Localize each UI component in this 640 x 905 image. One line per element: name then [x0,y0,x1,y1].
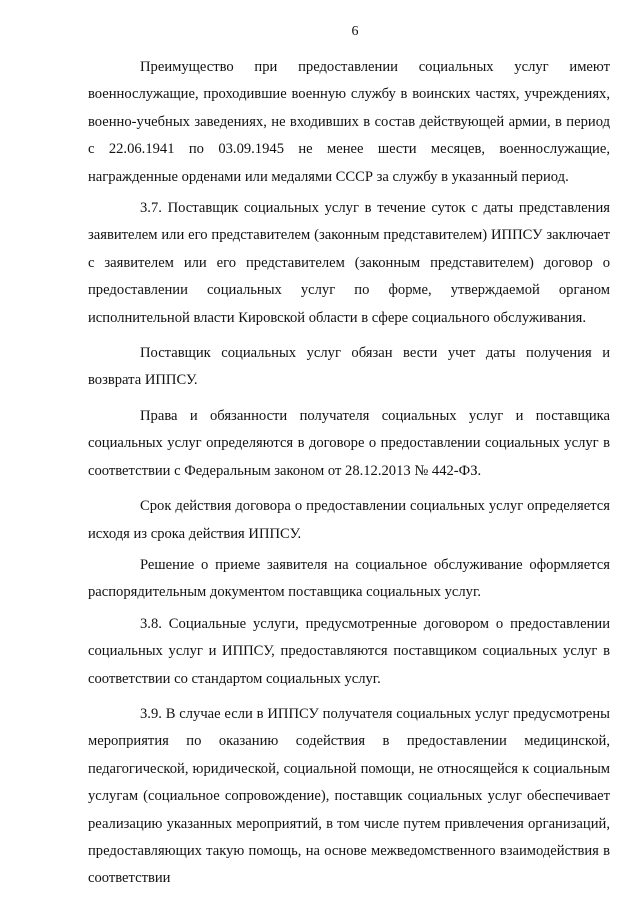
paragraph-3-9: 3.9. В случае если в ИППСУ получателя социальных услуг предусмотрены мероприятия по оказанию содействия в предоставлении медицинской, педагогической, юридической, социальной помощи, не относящейся к социальным услугам (социальное сопровождение), поставщик социальных услуг обеспечивает реализацию указанных мероприятий, в том числе путем привлечения организаций, предоставляющих такую помощь, на основе межведомственного взаимодействия в соответствии [88,705,610,887]
paragraph-accounting: Поставщик социальных услуг обязан вести учет даты получения и возврата ИППСУ. [88,345,610,389]
paragraph-3-7: 3.7. Поставщик социальных услуг в течение суток с даты представления заявителем или его представителем (законным представителем) ИППСУ заключает с заявителем или его представителем (законным представителем) договор о предоставлении социальных услуг по форме, утверждаемой органом исполнительной власти Кировской области в сфере социального обслуживания. [88,200,610,326]
paragraph-term: Срок действия договора о предоставлении социальных услуг определяется исходя из срока действия ИППСУ. [88,498,610,542]
paragraph-rights: Права и обязанности получателя социальных услуг и поставщика социальных услуг определяются в договоре о предоставлении социальных услуг в соответствии с Федеральным законом от 28.12.2013 № 442-ФЗ. [88,407,610,479]
paragraph-decision: Решение о приеме заявителя на социальное обслуживание оформляется распорядительным документом поставщика социальных услуг. [88,556,610,601]
paragraph-preference: Преимущество при предоставлении социальных услуг имеют военнослужащие, проходившие военную службу в воинских частях, учреждениях, военно-учебных заведениях, не входивших в состав действующей армии, в период с 22.06.1941 по 03.09.1945 не менее шести месяцев, военнослужащие, награжденные орденами или медалями СССР за службу в указанный период. [88,59,610,185]
document-body [88,54,610,893]
paragraph-3-8: 3.8. Социальные услуги, предусмотренные договором о предоставлении социальных услуг и ИППСУ, предоставляются поставщиком социальных услуг в соответствии со стандартом социальных услуг. [88,615,610,687]
page-number: 6 [351,24,359,39]
